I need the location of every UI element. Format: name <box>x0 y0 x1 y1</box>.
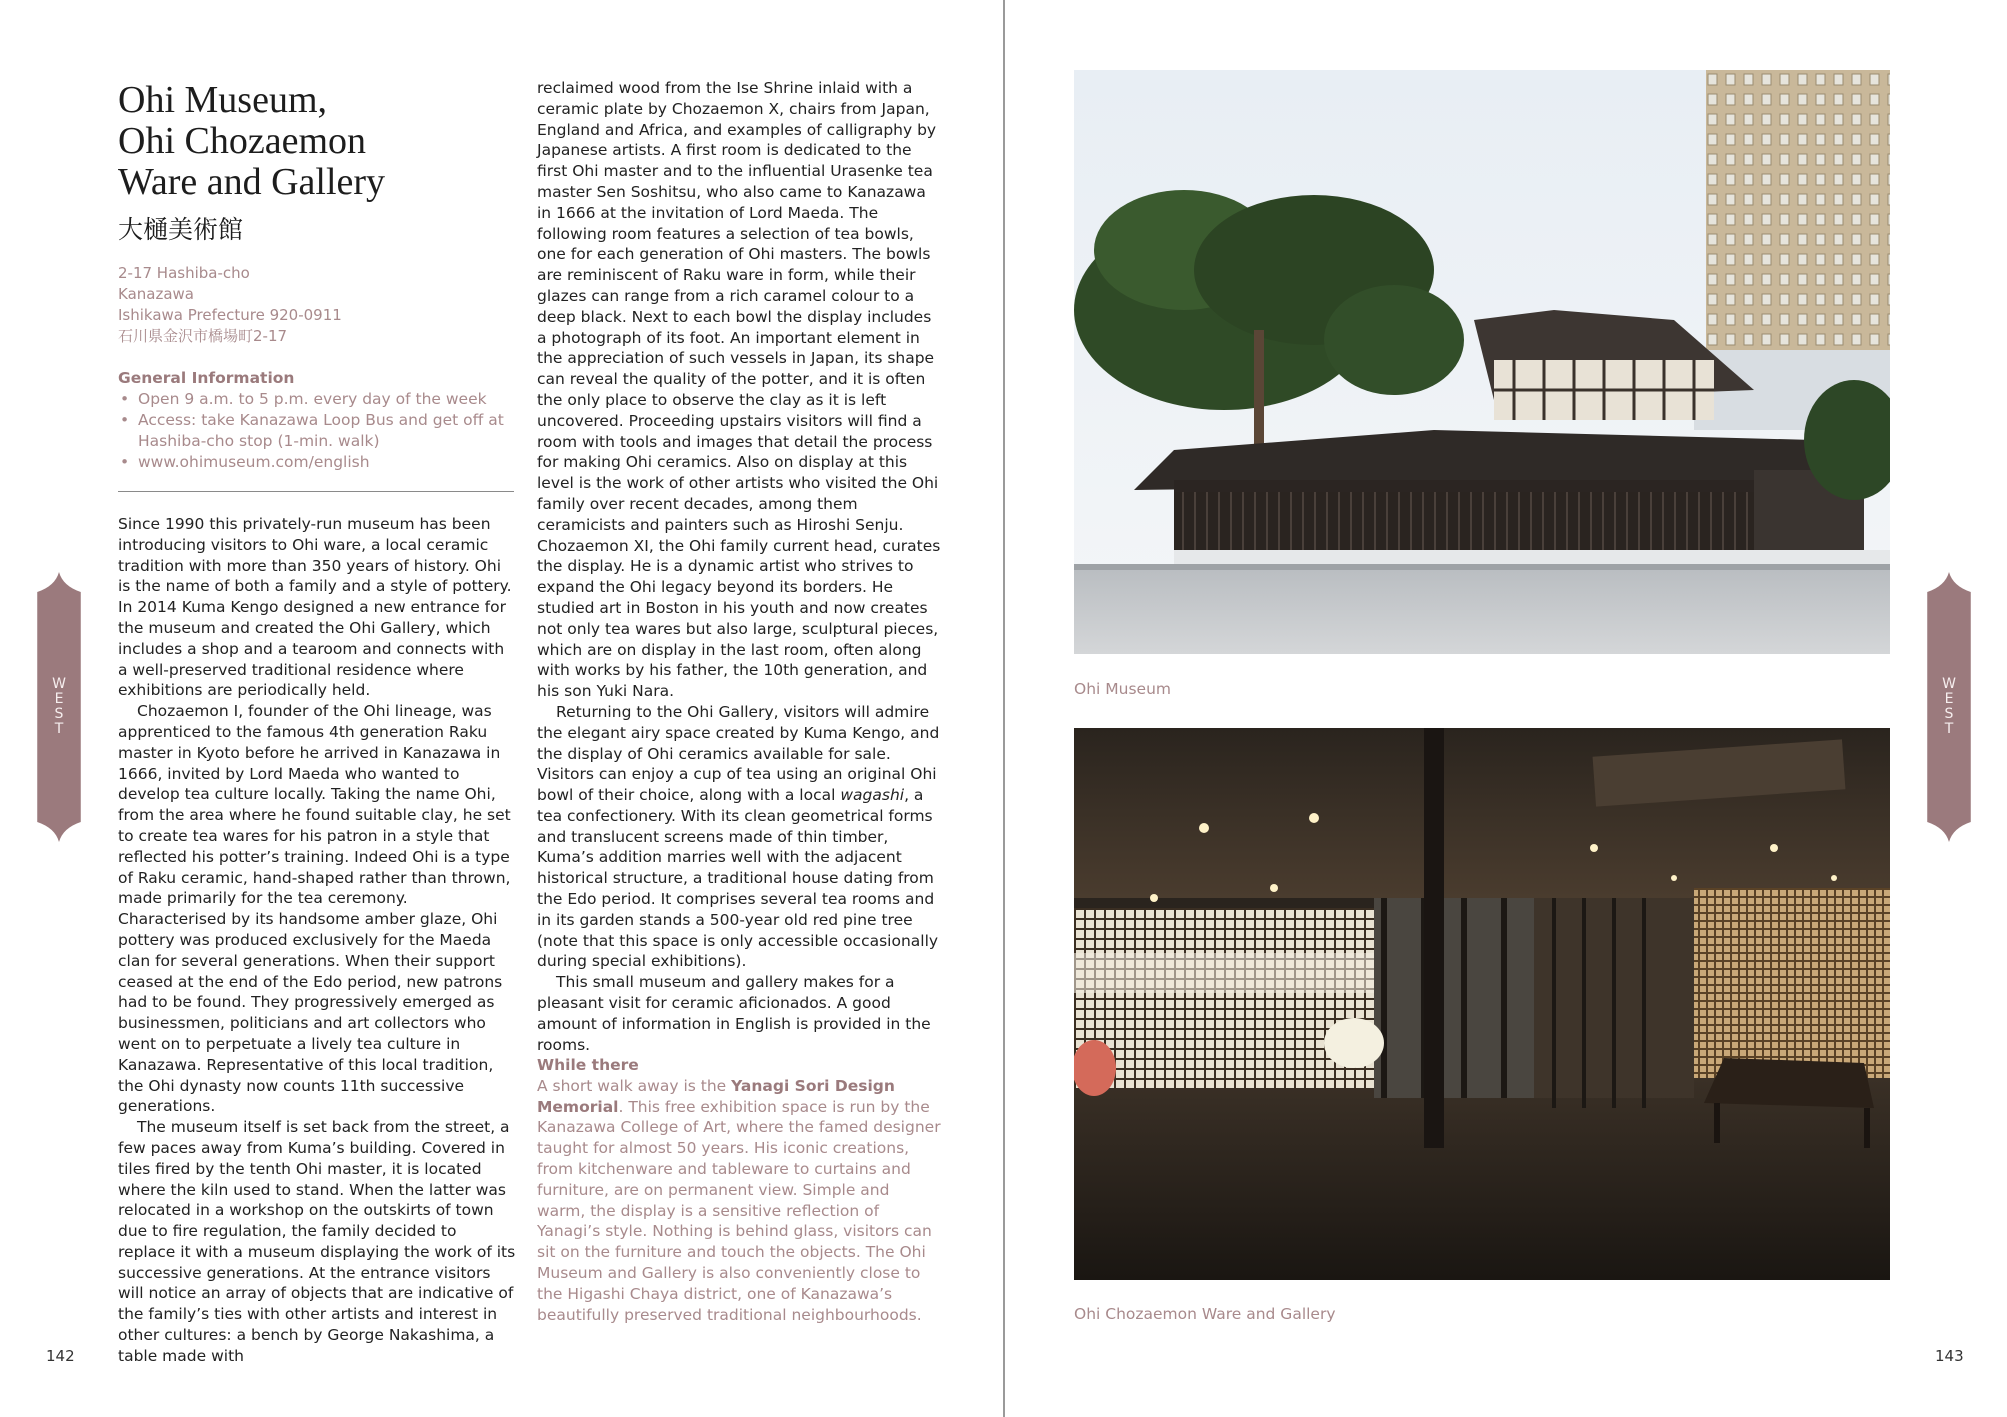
body-paragraph: reclaimed wood from the Ise Shrine inlaid with a ceramic plate by Chozaemon X, chairs from Japan, England and Africa, and examples of calligraphy by Japanese artists. A first room is dedicated to the first Ohi master and to the influential Urasenke tea master Sen Soshitsu, who also came to Kanazawa in 1666 at the invitation of Lord Maeda. The following room features a selection of tea bowls, one for each generation of Ohi masters. The bowls are reminiscent of Raku ware in form, while their glazes can range from a rich caramel colour to a deep black. Next to each bowl the display includes a photograph of its foot. An important element in the appreciation of such vessels in Japan, its shape can reveal the quality of the potter, and it is often the only place to observe the clay as it is left uncovered. Proceeding upstairs visitors will find a room with tools and images that detail the process for making Ohi ceramics. Also on display at this level is the work of other artists who visited the Ohi family over recent decades, among them ceramicists and painters such as Hiroshi Senju. Chozaemon XI, the Ohi family current head, curates the display. He is a dynamic artist who strives to expand the Ohi legacy beyond its borders. He studied art in Boston in his youth and now creates not only tea wares but also large, sculptural pieces, which are on display in the last room, often along with works by his father, the 10th generation, and his son Yuki Nara. <box>537 79 941 701</box>
section-tab-label <box>1924 677 1974 737</box>
page-number-right: 143 <box>1935 1347 1964 1365</box>
general-info-item: • Access: take Kanazawa Loop Bus and get off at Hashiba-cho stop (1-min. walk) <box>118 410 518 452</box>
address-line: 2-17 Hashiba-cho <box>118 264 250 282</box>
general-information <box>118 368 518 473</box>
general-info-item-website: • www.ohimuseum.com/english <box>118 452 518 473</box>
book-spine <box>1003 0 1005 1417</box>
body-paragraph: This small museum and gallery makes for a pleasant visit for ceramic aficionados. A good amount of information in English is provided in the rooms. <box>537 973 931 1054</box>
general-info-list <box>118 389 518 473</box>
body-column-2 <box>537 78 941 1055</box>
address-line: Kanazawa <box>118 285 194 303</box>
photo-caption: Ohi Museum <box>1074 680 1171 698</box>
section-tab-right <box>1924 572 1974 842</box>
page-title: Ohi Museum, Ohi Chozaemon Ware and Gallery <box>118 79 386 203</box>
photo-ohi-gallery <box>1074 728 1890 1280</box>
text-run: , a tea confectionery. With its clean geometrical forms and translucent screens made of thin timber, Kuma’s addition marries well with the adjacent historical structure, a traditional house dating from the Edo period. It comprises several tea rooms and in its garden stands a 500-year old red pine tree (note that this space is only accessible occasionally during special exhibitions). <box>537 786 939 971</box>
general-info-heading: General Information <box>118 369 295 387</box>
photo-caption: Ohi Chozaemon Ware and Gallery <box>1074 1305 1336 1323</box>
while-there-heading: While there <box>537 1056 639 1074</box>
general-info-item: • Open 9 a.m. to 5 p.m. every day of the week <box>118 389 518 410</box>
body-paragraph: Chozaemon I, founder of the Ohi lineage, was apprenticed to the famous 4th generation Raku master in Kyoto before he arrived in Kanazawa in 1666, invited by Lord Maeda who wanted to develop tea culture locally. Taking the name Ohi, from the area where he found suitable clay, he set to create tea wares for his patron in a style that reflected his potter’s training. Indeed Ohi is a type of Raku ceramic, hand-shaped rather than thrown, made primarily for the tea ceremony. Characterised by its handsome amber glaze, Ohi pottery was produced exclusively for the Maeda clan for several generations. When their support ceased at the end of the Edo period, new patrons had to be found. They progressively emerged as businessmen, politicians and art collectors who went on to perpetuate a lively tea culture in Kanazawa. Representative of this local tradition, the Ohi dynasty now counts 11th successive generations. <box>118 702 511 1116</box>
text-run: A short walk away is the <box>537 1076 732 1095</box>
address-line: 石川県金沢市橋場町2-17 <box>118 327 288 345</box>
body-paragraph: Since 1990 this privately-run museum has been introducing visitors to Ohi ware, a local ceramic tradition with more than 350 years of history. Ohi is the name of both a family and a style of pottery. In 2014 Kuma Kengo designed a new entrance for the museum and created the Ohi Gallery, which includes a shop and a tearoom and connects with a well-preserved traditional residence where exhibitions are periodically held. <box>118 515 512 700</box>
photo-ohi-museum <box>1074 70 1890 654</box>
body-paragraph: The museum itself is set back from the street, a few paces away from Kuma’s building. Covered in tiles fired by the tenth Ohi master, it is located where the kiln used to stand. When the latter was relocated in a workshop on the outskirts of town due to fire regulation, the family decided to replace it with a museum displaying the work of its successive generations. At the entrance visitors will notice an array of objects that are indicative of the family’s ties with other artists and interest in other cultures: a bench by George Nakashima, a table made with <box>118 1118 516 1365</box>
body-paragraph-gallery <box>537 702 941 972</box>
text-run: . This free exhibition space is run by the Kanazawa College of Art, where the famed designer taught for almost 50 years. His iconic creations, from kitchenware and tableware to curtains and furniture, are on permanent view. Simple and warm, the display is a sensitive reflection of Yanagi’s style. Nothing is behind glass, visitors can sit on the furniture and touch the objects. The Ohi Museum and Gallery is also conveniently close to the Higashi Chaya district, one of Kanazawa’s beautifully preserved traditional neighbourhoods. <box>537 1097 941 1324</box>
section-tab-text: W E S T <box>1942 676 1956 737</box>
bold-term: Yanagi Sori Design Memorial <box>537 1076 895 1116</box>
while-there-box <box>537 1055 941 1325</box>
text-run: Returning to the Ohi Gallery, visitors will admire the elegant airy space created by Kuma Kengo, and the display of Ohi ceramics available for sale. Visitors can enjoy a cup of tea using an original Ohi bowl of their choice, along with a local <box>537 702 940 805</box>
section-tab-left <box>34 572 84 842</box>
address-block <box>118 263 342 347</box>
while-there-text <box>537 1076 941 1326</box>
address-line: Ishikawa Prefecture 920-0911 <box>118 306 342 324</box>
italic-term: wagashi <box>840 786 905 805</box>
body-column-1 <box>118 514 518 1367</box>
section-tab-text: W E S T <box>52 676 66 737</box>
page-title-japanese: 大樋美術館 <box>118 215 244 244</box>
section-tab-label <box>34 677 84 737</box>
divider <box>118 491 514 492</box>
page-number-left: 142 <box>46 1347 75 1365</box>
